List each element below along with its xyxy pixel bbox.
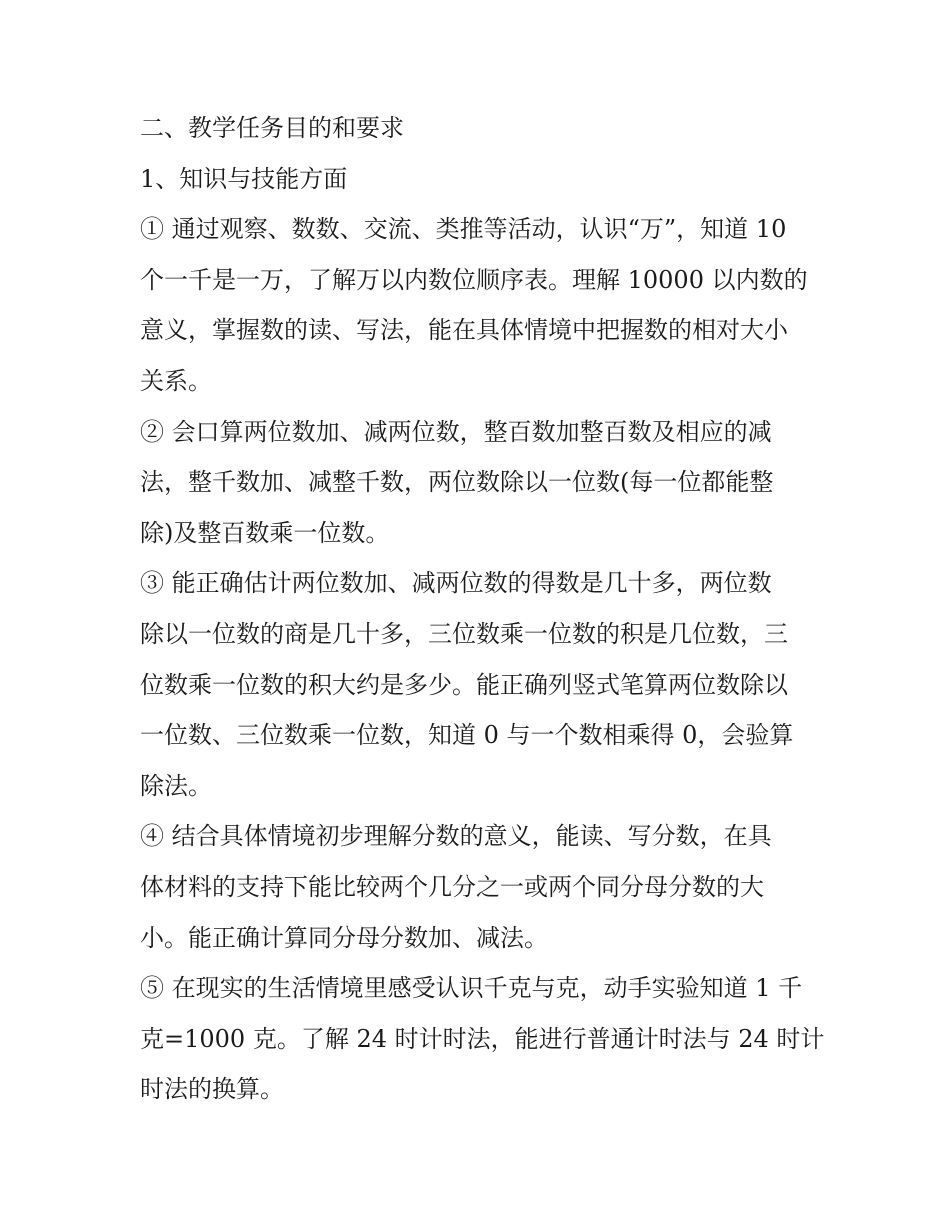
section-heading — [140, 103, 820, 154]
subsection-heading — [140, 154, 820, 205]
paragraph-line: 除)及整百数乘一位数。 — [140, 518, 390, 547]
paragraph-line: 一位数、三位数乘一位数，知道 0 与一个数相乘得 0，会验算 — [140, 721, 794, 750]
paragraph-line: ① 通过观察、数数、交流、类推等活动，认识“万”，知道 10 — [140, 215, 787, 244]
paragraph-line: 关系。 — [140, 366, 212, 395]
paragraph-line: 意义，掌握数的读、写法，能在具体情境中把握数的相对大小 — [140, 316, 788, 345]
paragraph-line: 克=1000 克。了解 24 时计时法，能进行普通计时法与 24 时计 — [140, 1024, 825, 1053]
paragraph-line: ③ 能正确估计两位数加、减两位数的得数是几十多，两位数 — [140, 569, 772, 598]
paragraph-line: ④ 结合具体情境初步理解分数的意义，能读、写分数，在具 — [140, 822, 772, 851]
paragraph-line: 除法。 — [140, 771, 212, 800]
paragraph-line: 法，整千数加、减整千数，两位数除以一位数(每一位都能整 — [140, 468, 774, 497]
objective-item-2 — [140, 407, 820, 559]
objective-item-1 — [140, 204, 820, 406]
paragraph-line: 体材料的支持下能比较两个几分之一或两个同分母分数的大 — [140, 872, 764, 901]
paragraph-line: ⑤ 在现实的生活情境里感受认识千克与克，动手实验知道 1 千 — [140, 974, 803, 1003]
section-heading-text: 二、教学任务目的和要求 — [140, 114, 404, 142]
paragraph-line: 个一千是一万，了解万以内数位顺序表。理解 10000 以内数的 — [140, 265, 808, 294]
paragraph-line: 除以一位数的商是几十多，三位数乘一位数的积是几位数，三 — [140, 619, 788, 648]
paragraph-line: 时法的换算。 — [140, 1075, 284, 1104]
objective-item-3 — [140, 558, 820, 811]
objective-item-5 — [140, 963, 825, 1115]
document-body — [140, 103, 825, 1115]
objective-item-4 — [140, 811, 820, 963]
paragraph-line: 位数乘一位数的积大约是多少。能正确列竖式笔算两位数除以 — [140, 670, 788, 699]
paragraph-line: 小。能正确计算同分母分数加、减法。 — [140, 923, 548, 952]
paragraph-line: ② 会口算两位数加、减两位数，整百数加整百数及相应的减 — [140, 417, 772, 446]
subsection-heading-text: 1、知识与技能方面 — [140, 164, 348, 193]
